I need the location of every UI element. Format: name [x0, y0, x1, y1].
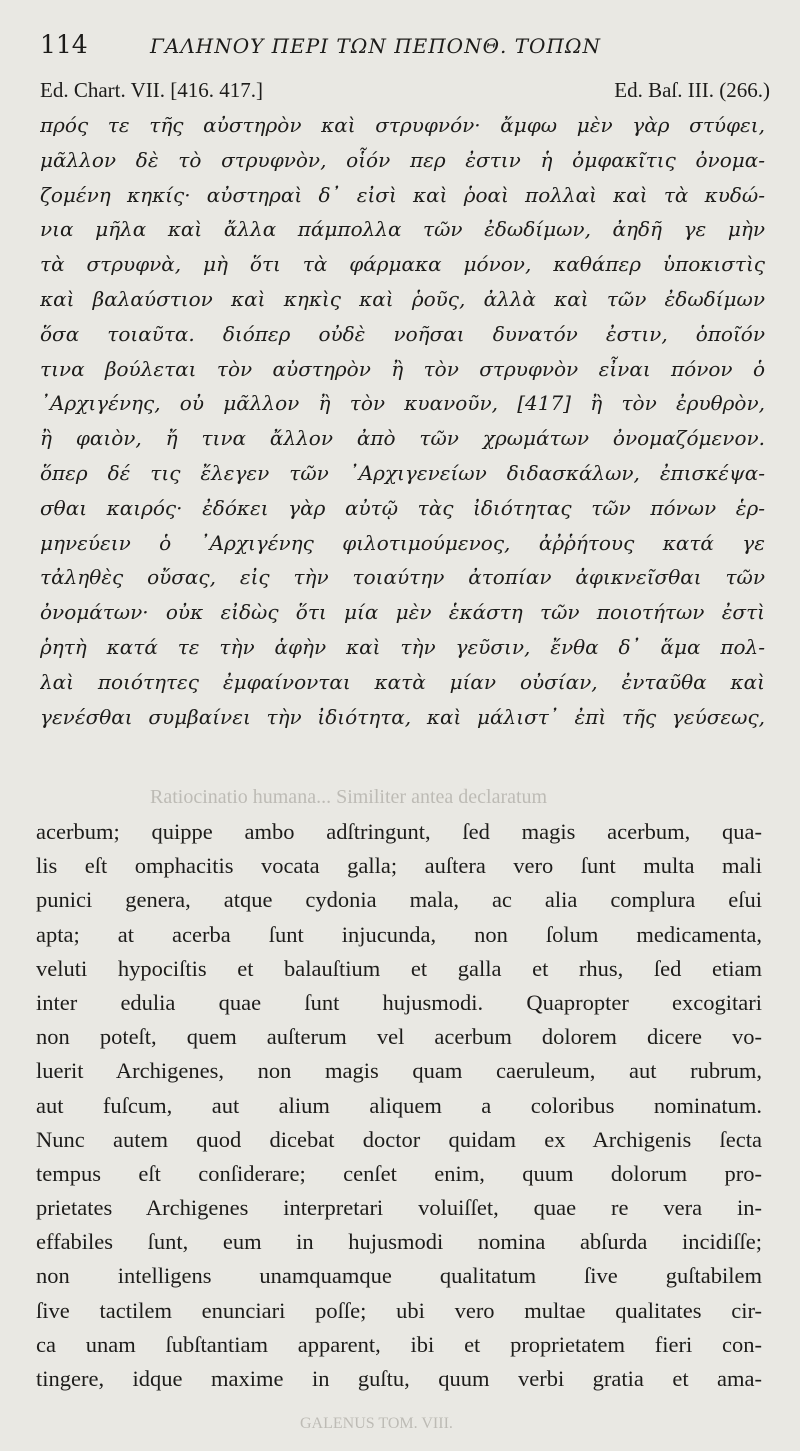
greek-line: πρός τε τῆς αὐστηρὸν καὶ στρυφνόν· ἄμφω μὲν γὰρ στύφει, [40, 113, 765, 137]
latin-line: non intelligens unamquamque qualitatum ſive guſtabilem [36, 1263, 762, 1289]
greek-line: μᾶλλον δὲ τὸ στρυφνὸν, οἷόν περ ἐστιν ἡ ὀμφακῖτις ὀνομα- [40, 147, 765, 172]
latin-line: apta; at acerba ſunt injucunda, non ſolum medicamenta, [36, 921, 762, 947]
bleed-through-footer: GALENUS TOM. VIII. [300, 1415, 453, 1432]
latin-line: Nunc autem quod dicebat doctor quidam ex Archigenis ſecta [36, 1126, 762, 1152]
latin-line: luerit Archigenes, non magis quam caeruleum, aut rubrum, [36, 1058, 762, 1084]
greek-line: καὶ βαλαύστιον καὶ κηκὶς καὶ ῥοῦς, ἀλλὰ καὶ τῶν ἐδωδίμων [40, 286, 765, 311]
latin-line: ſive tactilem enunciari poſſe; ubi vero multae qualitates cir- [36, 1297, 762, 1323]
edition-references [40, 78, 770, 106]
greek-line: ὀνομάτων· οὐκ εἰδὼς ὅτι μία μὲν ἑκάστη τῶν ποιοτήτων ἐστὶ [40, 600, 765, 625]
greek-line: τινα βούλεται τὸν αὐστηρὸν ἢ τὸν στρυφνὸν εἶναι πόνον ὁ [40, 356, 765, 381]
latin-line: tempus eſt conſiderare; cenſet enim, quum dolorum pro- [36, 1160, 762, 1186]
greek-line: ὅσα τοιαῦτα. διόπερ οὐδὲ νοῆσαι δυνατόν ἐστιν, ὁποῖόν [40, 321, 765, 346]
latin-line: lis eſt omphacitis vocata galla; auſtera vero ſunt multa mali [36, 853, 762, 879]
edition-basel: Ed. Baſ. III. (266.) [614, 78, 770, 102]
greek-line: ῥητὴ κατά τε τὴν ἁφὴν καὶ τὴν γεῦσιν, ἔνθα δ᾽ ἅμα πολ- [40, 634, 765, 659]
greek-line: νια μῆλα καὶ ἄλλα πάμπολλα τῶν ἐδωδίμων, ἀηδῆ γε μὴν [40, 217, 765, 242]
greek-line: ὅπερ δέ τις ἔλεγεν τῶν ᾿Αρχιγενείων διδασκάλων, ἐπισκέψα- [40, 460, 765, 485]
latin-line: acerbum; quippe ambo adſtringunt, ſed magis acerbum, qua- [36, 819, 762, 844]
latin-line: effabiles ſunt, eum in hujusmodi nomina abſurda incidiſſe; [36, 1229, 762, 1255]
greek-line: ἢ φαιὸν, ἤ τινα ἄλλον ἀπὸ τῶν χρωμάτων ὀνομαζόμενον. [40, 426, 765, 451]
running-title: ΓΑΛΗΝΟΥ ΠΕΡΙ ΤΩΝ ΠΕΠΟΝΘ. ΤΟΠΩΝ [150, 34, 601, 58]
greek-line: λαὶ ποιότητες ἐμφαίνονται κατὰ μίαν οὐσίαν, ἐνταῦθα καὶ [40, 669, 765, 694]
latin-line: ca unam ſubſtantiam apparent, ibi et proprietatem fieri con- [36, 1331, 762, 1357]
page-header [40, 30, 760, 64]
greek-line: σθαι καιρός· ἐδόκει γὰρ αὐτῷ τὰς ἰδιότητας τῶν πόνων ἑρ- [40, 495, 765, 520]
latin-line: veluti hypociſtis et balauſtium et galla et rhus, ſed etiam [36, 955, 762, 981]
greek-line: τἀληθὲς οὔσας, εἰς τὴν τοιαύτην ἀτοπίαν ἀφικνεῖσθαι τῶν [40, 565, 765, 590]
greek-line: ζομένη κηκίς· αὐστηραὶ δ᾽ εἰσὶ καὶ ῥοαὶ πολλαὶ καὶ τὰ κυδώ- [40, 182, 765, 207]
latin-line: punici genera, atque cydonia mala, ac alia complura eſui [36, 887, 762, 913]
latin-line: prietates Archigenes interpretari voluiſſet, quae re vera in- [36, 1195, 762, 1221]
latin-line: inter edulia quae ſunt hujusmodi. Quapropter excogitari [36, 989, 762, 1015]
page-number: 114 [40, 30, 88, 59]
edition-chartier: Ed. Chart. VII. [416. 417.] [40, 78, 263, 102]
greek-line: ᾿Αρχιγένης, οὐ μᾶλλον ἢ τὸν κυανοῦν, [417] ἢ τὸν ἐρυθρὸν, [40, 391, 765, 416]
bleed-through-text: Ratiocinatio humana... Similiter antea declaratum [150, 786, 548, 808]
latin-line: tingere, idque maxime in guſtu, quum verbi gratia et ama- [36, 1366, 762, 1391]
greek-text-block [40, 108, 765, 734]
latin-text-block [36, 815, 762, 1396]
greek-line: μηνεύειν ὁ ᾿Αρχιγένης φιλοτιμούμενος, ἀῤῥήτους κατά γε [40, 530, 765, 555]
greek-line: γενέσθαι συμβαίνει τὴν ἰδιότητα, καὶ μάλιστ᾽ ἐπὶ τῆς γεύσεως, [40, 704, 765, 729]
latin-line: aut fuſcum, aut alium aliquem a coloribus nominatum. [36, 1092, 762, 1118]
latin-line: non poteſt, quem auſterum vel acerbum dolorem dicere vo- [36, 1024, 762, 1050]
greek-line: τὰ στρυφνὰ, μὴ ὅτι τὰ φάρμακα μόνον, καθάπερ ὑποκιστὶς [40, 252, 765, 277]
